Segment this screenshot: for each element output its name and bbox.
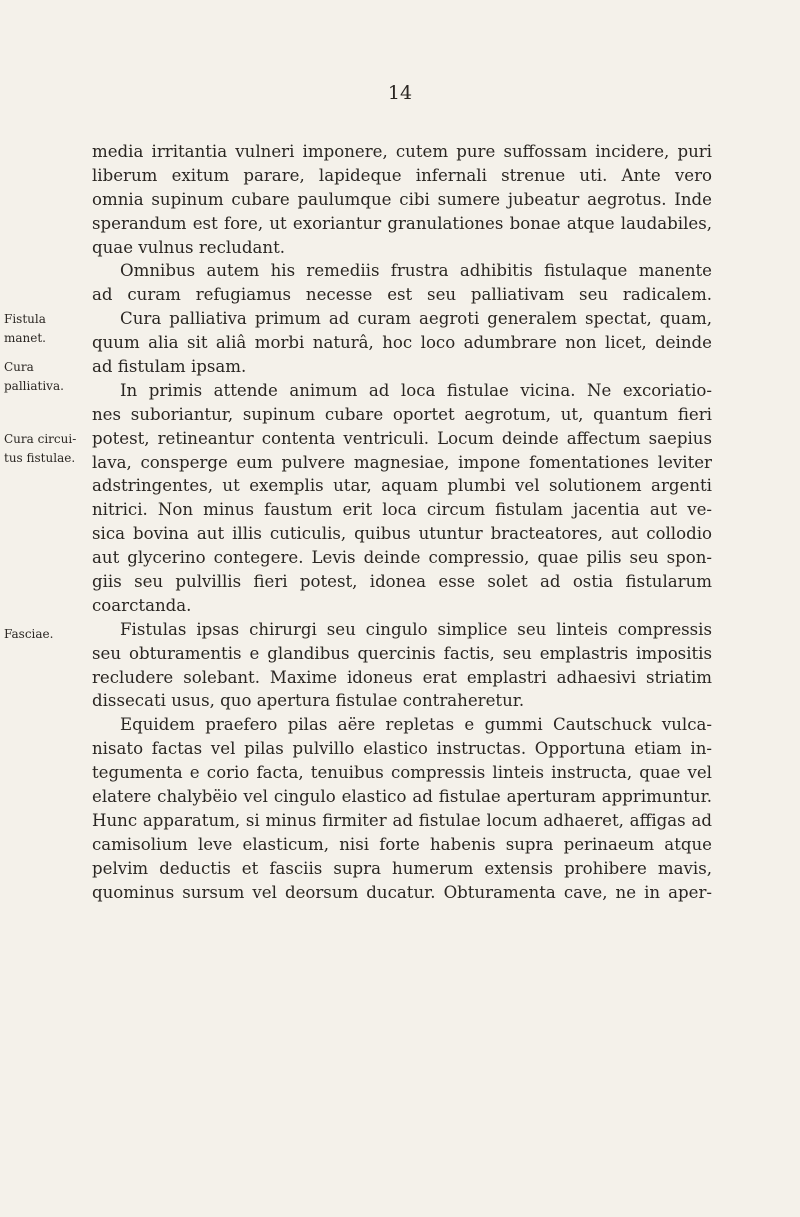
text-line: aut glycerino contegere. Levis deinde compressio, quae pilis seu spon-: [92, 548, 712, 568]
text-line: sperandum est fore, ut exoriantur granulationes bonae atque laudabiles,: [92, 213, 712, 233]
text-line: nisato factas vel pilas pulvillo elastico instructas. Opportuna etiam in-: [92, 739, 712, 759]
text-line: ad curam refugiamus necesse est seu palliativam seu radicalem.: [92, 285, 712, 305]
text-line: In primis attende animum ad loca fistulae vicina. Ne excoriatio-: [120, 380, 712, 400]
text-line: Omnibus autem his remediis frustra adhibitis fistulaque manente: [120, 261, 712, 281]
text-line: coarctanda.: [92, 595, 192, 615]
text-line: ad fistulam ipsam.: [92, 357, 247, 377]
text-line: nes suboriantur, supinum cubare oportet aegrotum, ut, quantum fieri: [92, 404, 712, 424]
margin-note-cura-circuitus: [4, 430, 84, 468]
page-number: 14: [387, 82, 413, 104]
margin-note-line: Cura: [4, 360, 34, 374]
margin-note-line: Cura circui-: [4, 432, 77, 446]
margin-note-cura-palliativa: [4, 358, 84, 396]
text-line: camisolium leve elasticum, nisi forte habenis supra perinaeum atque: [92, 834, 712, 854]
text-line: nitrici. Non minus faustum erit loca circum fistulam jacentia aut ve-: [92, 500, 712, 520]
text-line: giis seu pulvillis fieri potest, idonea esse solet ad ostia fistularum: [92, 572, 712, 592]
text-line: lava, consperge eum pulvere magnesiae, impone fomentationes leviter: [92, 452, 712, 472]
text-line: Cura palliativa primum ad curam aegroti generalem spectat, quam,: [120, 309, 712, 329]
text-line: Equidem praefero pilas aëre repletas e gummi Cautschuck vulca-: [120, 715, 712, 735]
text-line: sica bovina aut illis cuticulis, quibus utuntur bracteatores, aut collodio: [92, 524, 712, 544]
text-line: seu obturamentis e glandibus quercinis factis, seu emplastris impositis: [92, 643, 712, 663]
body-text: [92, 140, 712, 905]
text-line: potest, retineantur contenta ventriculi. Locum deinde affectum saepius: [92, 428, 712, 448]
margin-note-fasciae: [4, 625, 84, 644]
margin-note-fistula-manet: [4, 310, 84, 348]
text-line: elatere chalybëio vel cingulo elastico ad fistulae aperturam apprimuntur.: [92, 787, 712, 807]
text-line: Hunc apparatum, si minus firmiter ad fistulae locum adhaeret, affigas ad: [92, 810, 712, 830]
text-line: quum alia sit aliâ morbi naturâ, hoc loco adumbrare non licet, deinde: [92, 333, 712, 353]
text-line: tegumenta e corio facta, tenuibus compressis linteis instructa, quae vel: [92, 763, 712, 783]
text-line: pelvim deductis et fasciis supra humerum extensis prohibere mavis,: [92, 858, 712, 878]
margin-note-line: manet.: [4, 331, 46, 345]
text-line: quae vulnus recludant.: [92, 237, 286, 257]
text-line: quominus sursum vel deorsum ducatur. Obturamenta cave, ne in aper-: [92, 882, 712, 902]
text-line: recludere solebant. Maxime idoneus erat emplastri adhaesivi striatim: [92, 667, 712, 687]
margin-note-line: palliativa.: [4, 379, 64, 393]
text-line: adstringentes, ut exemplis utar, aquam plumbi vel solutionem argenti: [92, 476, 712, 496]
text-line: dissecati usus, quo apertura fistulae contraheretur.: [92, 691, 525, 711]
text-line: Fistulas ipsas chirurgi seu cingulo simplice seu linteis compressis: [120, 619, 712, 639]
margin-note-line: tus fistulae.: [4, 451, 76, 465]
margin-note-line: Fistula: [4, 312, 46, 326]
margin-note-line: Fasciae.: [4, 627, 54, 641]
text-line: liberum exitum parare, lapideque infernali strenue uti. Ante vero: [92, 165, 712, 185]
text-line: omnia supinum cubare paulumque cibi sumere jubeatur aegrotus. Inde: [92, 189, 712, 209]
text-line: media irritantia vulneri imponere, cutem pure suffossam incidere, puri: [92, 142, 712, 161]
